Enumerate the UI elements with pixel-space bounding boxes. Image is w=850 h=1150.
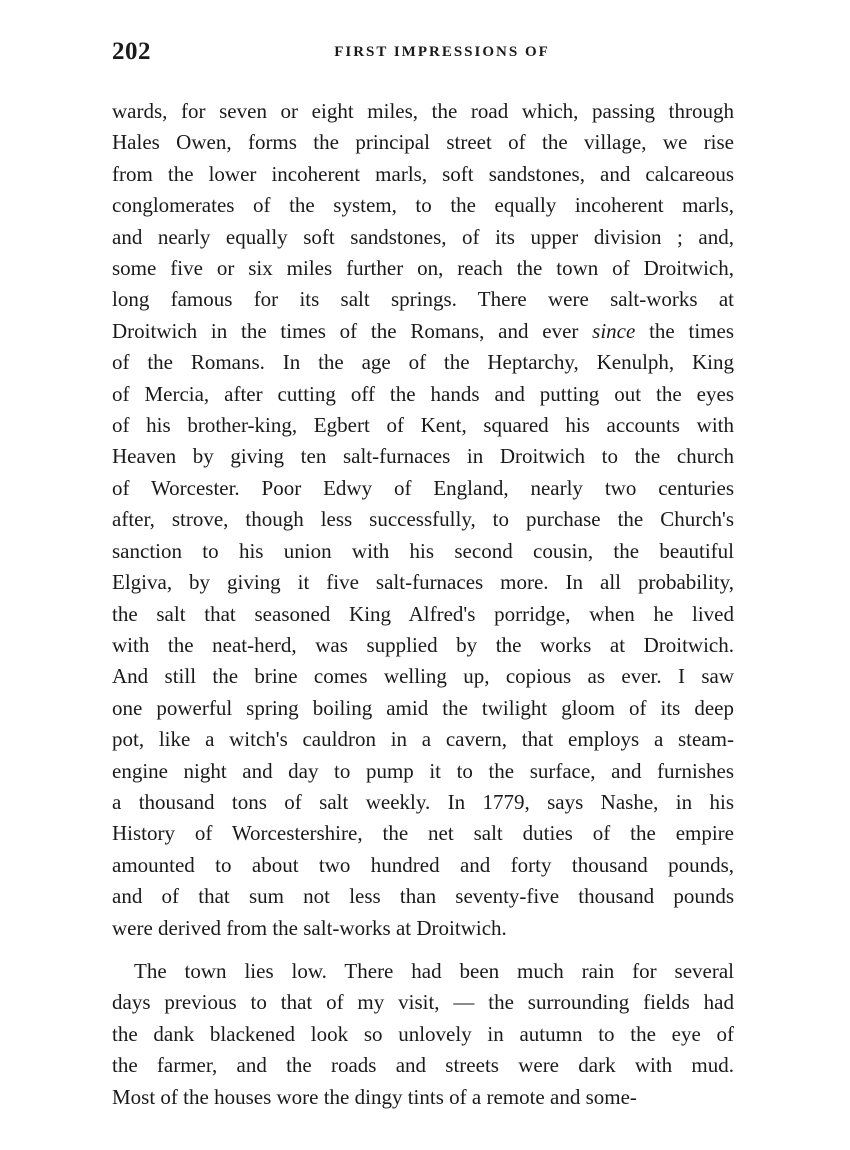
text-line: Hales Owen, forms the principal street of the village, we rise xyxy=(112,130,734,155)
text-line: History of Worcestershire, the net salt duties of the empire xyxy=(112,821,734,846)
text-line: Heaven by giving ten salt-furnaces in Droitwich to the church xyxy=(112,444,734,469)
text-line: pot, like a witch's cauldron in a cavern, that employs a steam- xyxy=(112,727,734,752)
page-number: 202 xyxy=(112,38,151,65)
text-run: the times xyxy=(635,318,734,343)
text-line: a thousand tons of salt weekly. In 1779, says Nashe, in his xyxy=(112,789,734,814)
text-line: wards, for seven or eight miles, the road which, passing through xyxy=(112,99,734,123)
text-line: long famous for its salt springs. There were salt-works at xyxy=(112,287,734,312)
text-line xyxy=(112,316,734,347)
text-line: The town lies low. There had been much rain for several xyxy=(134,958,734,983)
text-line: days previous to that of my visit, — the surrounding fields had xyxy=(112,990,734,1015)
text-line: with the neat-herd, was supplied by the works at Droitwich. xyxy=(112,632,734,657)
page-header xyxy=(112,38,732,68)
text-line: amounted to about two hundred and forty thousand pounds, xyxy=(112,852,734,877)
body-text xyxy=(112,96,734,1113)
text-line: Elgiva, by giving it five salt-furnaces more. In all probability, xyxy=(112,570,734,595)
text-line: one powerful spring boiling amid the twilight gloom of its deep xyxy=(112,695,734,720)
text-line: after, strove, though less successfully, to purchase the Church's xyxy=(112,507,734,532)
text-line: and nearly equally soft sandstones, of its upper division ; and, xyxy=(112,224,734,249)
text-line: engine night and day to pump it to the surface, and furnishes xyxy=(112,758,734,783)
text-line: And still the brine comes welling up, copious as ever. I saw xyxy=(112,664,734,689)
text-run: Droitwich in the times of the Romans, and ever xyxy=(112,318,593,343)
text-line: the dank blackened look so unlovely in autumn to the eye of xyxy=(112,1021,734,1046)
text-line: of Mercia, after cutting off the hands and putting out the eyes xyxy=(112,381,734,406)
paragraph xyxy=(112,956,734,1113)
text-line: were derived from the salt-works at Droitwich. xyxy=(112,915,507,940)
emphasized-word: since xyxy=(592,318,636,343)
text-line: Most of the houses wore the dingy tints of a remote and some- xyxy=(112,1084,637,1109)
text-line: of Worcester. Poor Edwy of England, nearly two centuries xyxy=(112,475,734,500)
text-line: some five or six miles further on, reach the town of Droitwich, xyxy=(112,256,734,281)
text-line: of his brother-king, Egbert of Kent, squared his accounts with xyxy=(112,413,734,438)
text-line: of the Romans. In the age of the Heptarchy, Kenulph, King xyxy=(112,350,734,375)
text-line: sanction to his union with his second cousin, the beautiful xyxy=(112,538,734,563)
text-line: conglomerates of the system, to the equally incoherent marls, xyxy=(112,193,734,218)
running-head: FIRST IMPRESSIONS OF xyxy=(334,44,550,60)
text-line: the salt that seasoned King Alfred's porridge, when he lived xyxy=(112,601,734,626)
text-line: from the lower incoherent marls, soft sandstones, and calcareous xyxy=(112,161,734,186)
text-line: the farmer, and the roads and streets were dark with mud. xyxy=(112,1053,734,1078)
paragraph-gap xyxy=(112,944,734,956)
paragraph xyxy=(112,96,734,944)
text-line: and of that sum not less than seventy-five thousand pounds xyxy=(112,884,734,909)
